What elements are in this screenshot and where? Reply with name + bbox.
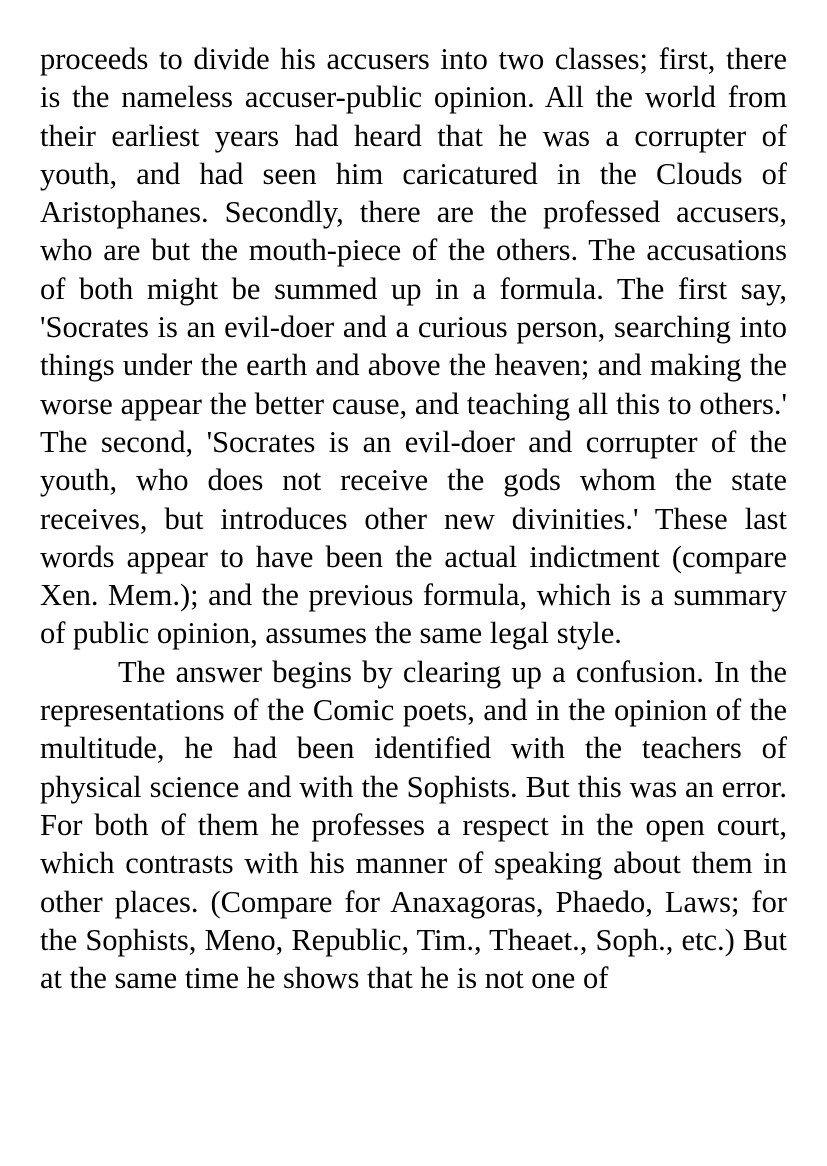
paragraph-answer: The answer begins by clearing up a confusion. In the representations of the Comic poets, and in the opinion of the multitude, he had been identified with the teachers of physical science and with the Sophists. But this was an error. For both of them he professes a respect in the open court, which contrasts with his manner of speaking about them in other places. (Compare for Anaxagoras, Phaedo, Laws; for the Sophists, Meno, Republic, Tim., Theaet., Soph., etc.) But at the same time he shows that he is not one of bbox=[40, 654, 787, 996]
paragraph-accusers: proceeds to divide his accusers into two classes; first, there is the nameless accuser-public opinion. All the world from their earliest years had heard that he was a corrupter of youth, and had seen him caricatured in the Clouds of Aristophanes. Secondly, there are the professed accusers, who are but the mouth-piece of the others. The accusations of both might be summed up in a formula. The first say, 'Socrates is an evil-doer and a curious person, searching into things under the earth and above the heaven; and making the worse appear the better cause, and teaching all this to others.' The second, 'Socrates is an evil-doer and corrupter of the youth, who does not receive the gods whom the state receives, but introduces other new divinities.' These last words appear to have been the actual indictment (compare Xen. Mem.); and the previous formula, which is a summary of public opinion, assumes the same legal style. bbox=[40, 42, 787, 651]
document-page bbox=[40, 40, 787, 997]
